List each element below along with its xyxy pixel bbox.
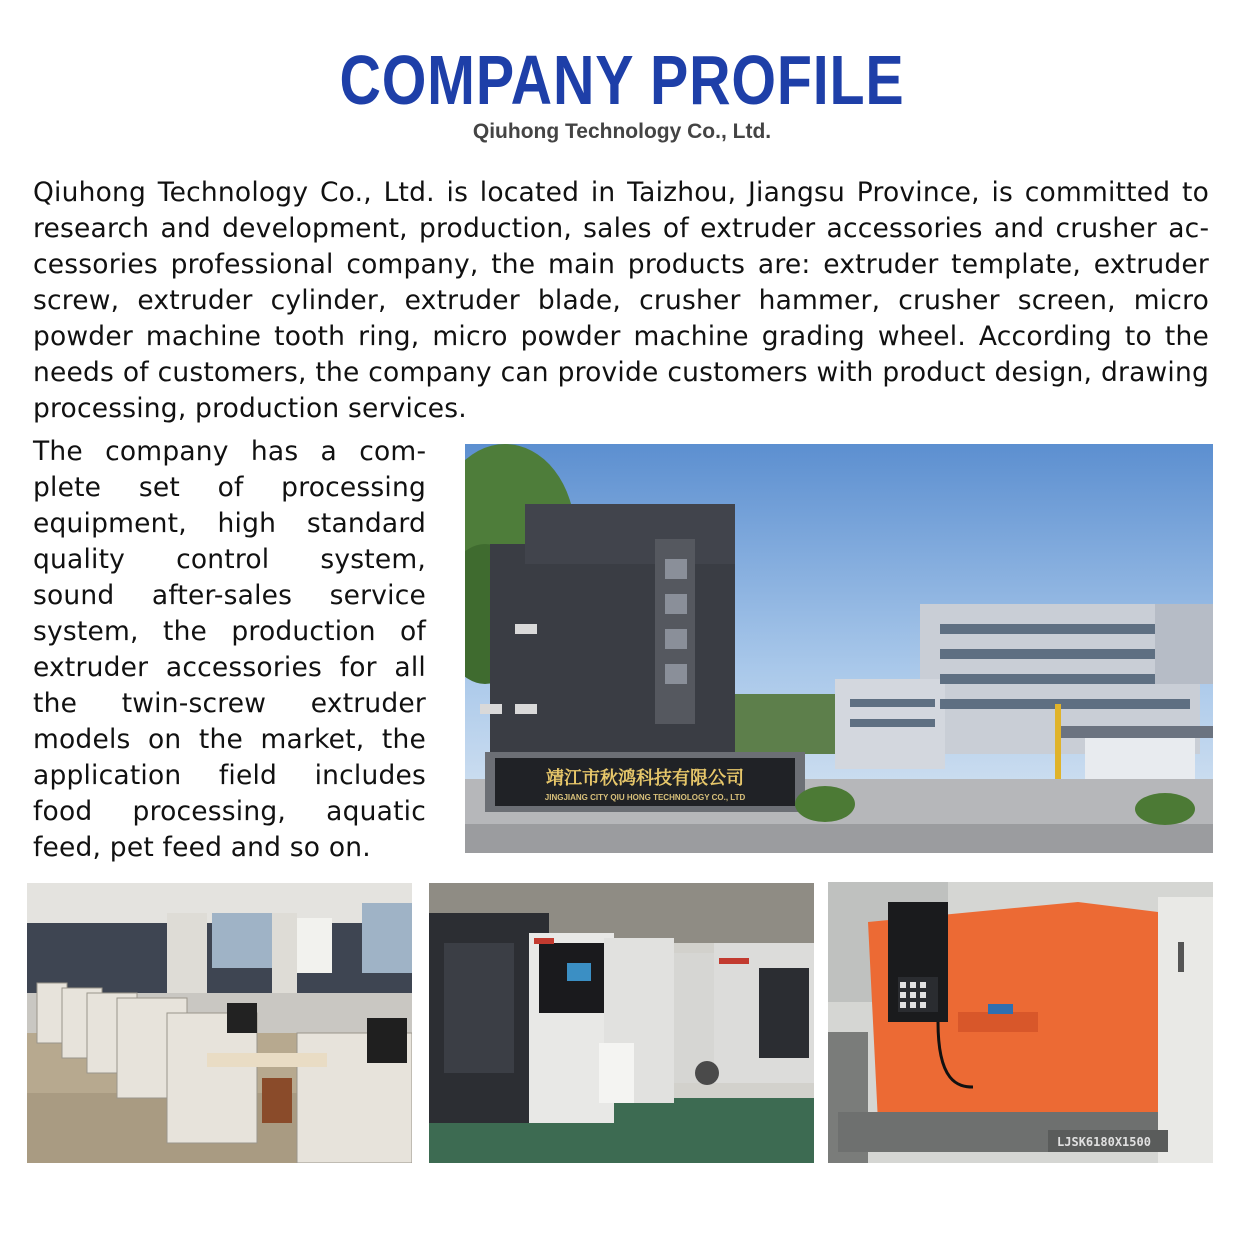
page-title: COMPANY PROFILE xyxy=(339,41,905,119)
intro-paragraph: Qiuhong Technology Co., Ltd. is located in Taizhou, Jiangsu Province, is committed to research and development, production, sales of extruder accessories and crusher accessories professional company, the main products are: extruder template, extruder screw, extruder cylinder, extruder blade, crusher hammer, crusher screen, micro powder machine tooth ring, micro powder machine grading wheel. According to the needs of customers, the company can provide customers with product design, drawing processing, production services. xyxy=(33,177,1209,424)
lathe-photo xyxy=(828,882,1213,1163)
office-photo xyxy=(27,883,412,1163)
capabilities-paragraph: The company has a complete set of processing equipment, high standard quality control system, sound after-sales service system, the production of extruder accessories for all the twin-screw extruder models on the market, the application field includes food processing, aquatic feed, pet feed and so on. xyxy=(33,436,426,863)
lathe-model-label: LJSK6180X1500 xyxy=(1057,1135,1151,1149)
company-subtitle: Qiuhong Technology Co., Ltd. xyxy=(472,120,772,143)
workshop-photo xyxy=(429,883,814,1163)
building-sign-english: JINGJIANG CITY QIU HONG TECHNOLOGY CO., LTD xyxy=(544,793,746,802)
company-building-photo xyxy=(465,444,1213,853)
building-sign-chinese: 靖江市秋鸿科技有限公司 xyxy=(546,768,744,789)
